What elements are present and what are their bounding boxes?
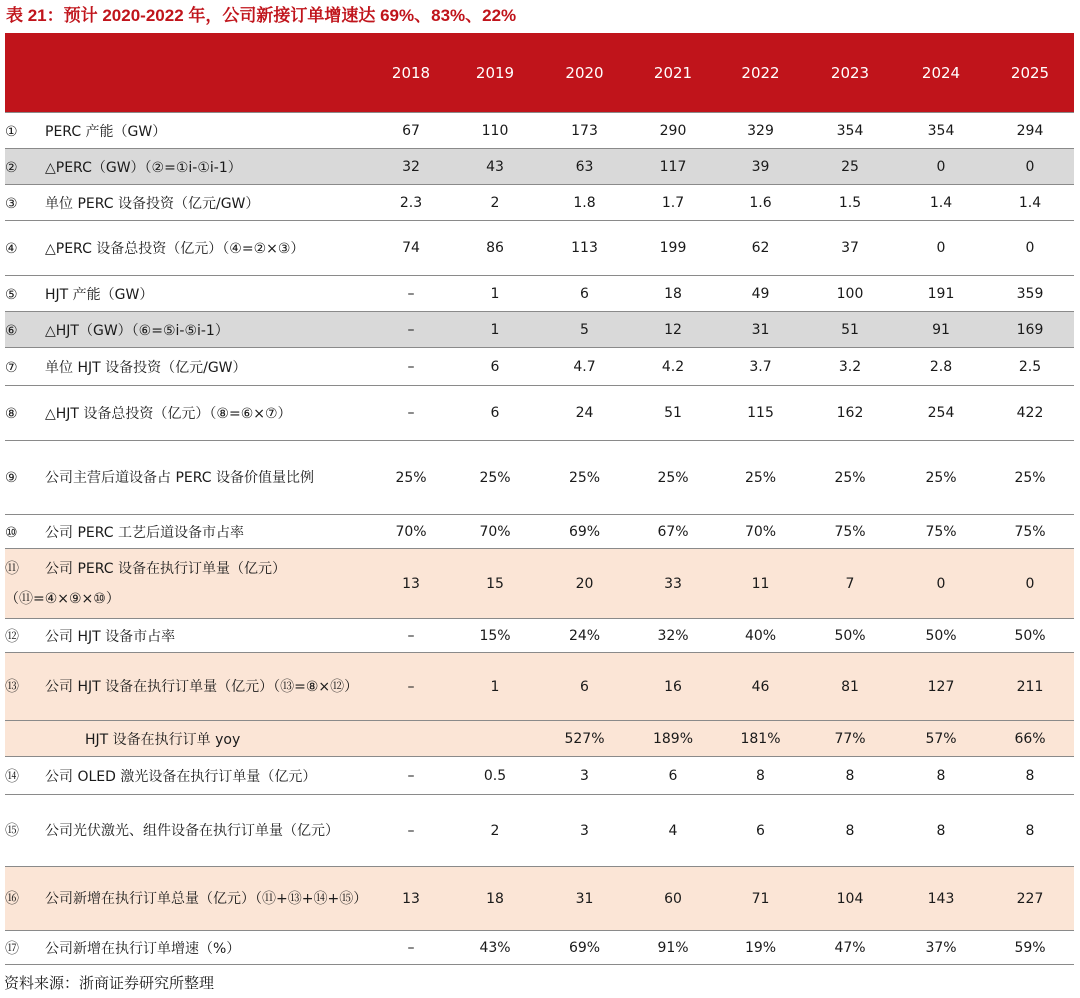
table-cell: 11 bbox=[717, 549, 804, 619]
table-cell: 0 bbox=[986, 549, 1074, 619]
table-cell: 24% bbox=[540, 619, 629, 653]
table-row bbox=[5, 619, 1074, 653]
table-cell: 2 bbox=[450, 795, 540, 867]
row-index: ⑪ bbox=[5, 560, 19, 577]
row-index: ⑬ bbox=[5, 678, 19, 695]
table-cell: 31 bbox=[717, 312, 804, 348]
table-cell: 181% bbox=[717, 721, 804, 757]
table-row bbox=[5, 867, 1074, 931]
table-cell: 25% bbox=[629, 441, 717, 515]
year-header: 2019 bbox=[450, 33, 540, 113]
table-cell: 62 bbox=[717, 221, 804, 276]
table-cell: 66% bbox=[986, 721, 1074, 757]
table-cell: 77% bbox=[804, 721, 896, 757]
table-cell: 13 bbox=[372, 867, 450, 931]
table-cell: 37 bbox=[804, 221, 896, 276]
table-cell: 4.2 bbox=[629, 348, 717, 386]
table-cell: – bbox=[372, 312, 450, 348]
row-label-text: △HJT（GW）（⑥=⑤i-⑤i-1） bbox=[45, 322, 229, 339]
table-row bbox=[5, 549, 1074, 619]
table-cell: 8 bbox=[986, 757, 1074, 795]
table-cell: – bbox=[372, 931, 450, 965]
row-index: ⑤ bbox=[5, 286, 18, 303]
row-label bbox=[5, 653, 372, 721]
table-title: 表 21：预计 2020-2022 年，公司新接订单增速达 69%、83%、22% bbox=[6, 6, 517, 25]
table-cell: 1.6 bbox=[717, 185, 804, 221]
table-cell: 3.7 bbox=[717, 348, 804, 386]
table-cell: 2 bbox=[450, 185, 540, 221]
table-cell: – bbox=[372, 795, 450, 867]
row-index: ① bbox=[5, 123, 18, 140]
table-cell: 6 bbox=[540, 276, 629, 312]
row-label-text: △PERC 设备总投资（亿元）（④=②×③） bbox=[45, 241, 305, 257]
table-cell: 290 bbox=[629, 113, 717, 149]
row-label bbox=[5, 113, 372, 149]
table-cell: – bbox=[372, 348, 450, 386]
row-label bbox=[5, 721, 372, 757]
forecast-table bbox=[5, 33, 1074, 965]
row-label bbox=[5, 312, 372, 348]
table-cell bbox=[372, 721, 450, 757]
table-cell: 1 bbox=[450, 312, 540, 348]
row-index: ⑥ bbox=[5, 322, 18, 339]
table-cell: 25 bbox=[804, 149, 896, 185]
table-cell: 81 bbox=[804, 653, 896, 721]
table-cell: 6 bbox=[629, 757, 717, 795]
table-cell: 57% bbox=[896, 721, 986, 757]
table-cell: 8 bbox=[804, 795, 896, 867]
table-cell: 0.5 bbox=[450, 757, 540, 795]
table-cell: 6 bbox=[717, 795, 804, 867]
table-cell: 169 bbox=[986, 312, 1074, 348]
row-label-text: 公司新增在执行订单增速（%） bbox=[45, 940, 241, 957]
table-cell: 24 bbox=[540, 386, 629, 441]
row-label-text: 公司 HJT 设备在执行订单量（亿元）（⑬=⑧×⑫） bbox=[45, 678, 359, 695]
table-cell: 254 bbox=[896, 386, 986, 441]
row-label-text: PERC 产能（GW） bbox=[45, 123, 167, 140]
table-cell: – bbox=[372, 757, 450, 795]
table-cell: 32% bbox=[629, 619, 717, 653]
table-cell: 0 bbox=[896, 549, 986, 619]
row-index: ② bbox=[5, 159, 18, 176]
table-cell: 4.7 bbox=[540, 348, 629, 386]
table-cell: 39 bbox=[717, 149, 804, 185]
table-cell: 13 bbox=[372, 549, 450, 619]
table-cell: 162 bbox=[804, 386, 896, 441]
table-cell: 8 bbox=[717, 757, 804, 795]
table-cell: 422 bbox=[986, 386, 1074, 441]
table-cell: 46 bbox=[717, 653, 804, 721]
table-row bbox=[5, 149, 1074, 185]
table-cell: 75% bbox=[986, 515, 1074, 549]
table-cell: 91% bbox=[629, 931, 717, 965]
table-cell: 86 bbox=[450, 221, 540, 276]
table-cell: 127 bbox=[896, 653, 986, 721]
table-cell: 20 bbox=[540, 549, 629, 619]
table-cell: 70% bbox=[450, 515, 540, 549]
table-cell: 59% bbox=[986, 931, 1074, 965]
table-row bbox=[5, 348, 1074, 386]
table-cell: 60 bbox=[629, 867, 717, 931]
row-label bbox=[5, 441, 372, 515]
row-label-text: 单位 PERC 设备投资（亿元/GW） bbox=[45, 195, 260, 212]
table-cell: 8 bbox=[896, 757, 986, 795]
row-label-text: 公司主营后道设备占 PERC 设备价值量比例 bbox=[45, 469, 314, 486]
table-cell: 37% bbox=[896, 931, 986, 965]
table-cell: 25% bbox=[986, 441, 1074, 515]
table-row bbox=[5, 185, 1074, 221]
year-header: 2020 bbox=[540, 33, 629, 113]
row-label bbox=[5, 619, 372, 653]
row-label bbox=[5, 549, 372, 619]
table-cell: 70% bbox=[372, 515, 450, 549]
row-label bbox=[5, 931, 372, 965]
year-header: 2018 bbox=[372, 33, 450, 113]
table-cell: 110 bbox=[450, 113, 540, 149]
table-cell: 32 bbox=[372, 149, 450, 185]
table-cell: 50% bbox=[896, 619, 986, 653]
table-cell: 74 bbox=[372, 221, 450, 276]
table-cell: 25% bbox=[804, 441, 896, 515]
table-cell: 15% bbox=[450, 619, 540, 653]
table-cell: 191 bbox=[896, 276, 986, 312]
table-cell: 143 bbox=[896, 867, 986, 931]
table-cell: 3 bbox=[540, 795, 629, 867]
table-cell: 70% bbox=[717, 515, 804, 549]
row-label-text: HJT 产能（GW） bbox=[45, 286, 154, 303]
table-row bbox=[5, 721, 1074, 757]
year-header: 2023 bbox=[804, 33, 896, 113]
table-cell: 1 bbox=[450, 653, 540, 721]
row-index: ⑨ bbox=[5, 469, 18, 486]
table-cell: 8 bbox=[896, 795, 986, 867]
table-cell: 173 bbox=[540, 113, 629, 149]
table-cell: 18 bbox=[450, 867, 540, 931]
table-cell: 1.7 bbox=[629, 185, 717, 221]
table-cell: 69% bbox=[540, 931, 629, 965]
row-label bbox=[5, 867, 372, 931]
year-header: 2024 bbox=[896, 33, 986, 113]
row-label bbox=[5, 515, 372, 549]
table-cell: 189% bbox=[629, 721, 717, 757]
row-label bbox=[5, 386, 372, 441]
row-label bbox=[5, 757, 372, 795]
table-row bbox=[5, 113, 1074, 149]
row-label-text: 公司 OLED 激光设备在执行订单量（亿元） bbox=[45, 768, 317, 785]
table-cell: 75% bbox=[804, 515, 896, 549]
table-cell: 15 bbox=[450, 549, 540, 619]
row-label-text: 公司新增在执行订单总量（亿元）（⑪+⑬+⑭+⑮） bbox=[45, 890, 368, 907]
table-cell: 50% bbox=[804, 619, 896, 653]
table-cell: 69% bbox=[540, 515, 629, 549]
table-cell bbox=[450, 721, 540, 757]
table-cell: 113 bbox=[540, 221, 629, 276]
table-cell: 354 bbox=[804, 113, 896, 149]
row-index: ③ bbox=[5, 195, 18, 212]
table-cell: 0 bbox=[896, 221, 986, 276]
table-cell: 25% bbox=[450, 441, 540, 515]
table-cell: 0 bbox=[896, 149, 986, 185]
table-cell: 25% bbox=[540, 441, 629, 515]
table-row bbox=[5, 515, 1074, 549]
table-row bbox=[5, 931, 1074, 965]
source-note: 资料来源：浙商证券研究所整理 bbox=[4, 974, 215, 992]
table-row bbox=[5, 441, 1074, 515]
row-index: ④ bbox=[5, 241, 18, 257]
header-row bbox=[5, 33, 1074, 113]
table-cell: 18 bbox=[629, 276, 717, 312]
table-cell: 227 bbox=[986, 867, 1074, 931]
table-row bbox=[5, 276, 1074, 312]
table-cell: 115 bbox=[717, 386, 804, 441]
table-cell: 8 bbox=[986, 795, 1074, 867]
table-cell: 25% bbox=[717, 441, 804, 515]
table-cell: 71 bbox=[717, 867, 804, 931]
year-header: 2021 bbox=[629, 33, 717, 113]
row-label bbox=[5, 149, 372, 185]
row-label-text: 公司 PERC 设备在执行订单量（亿元）（⑪=④×⑨×⑩） bbox=[5, 560, 286, 607]
row-label-text: 单位 HJT 设备投资（亿元/GW） bbox=[45, 359, 247, 376]
table-cell: 0 bbox=[986, 221, 1074, 276]
table-cell: 33 bbox=[629, 549, 717, 619]
table-cell: 359 bbox=[986, 276, 1074, 312]
row-label bbox=[5, 221, 372, 276]
table-cell: 51 bbox=[629, 386, 717, 441]
row-label-text: HJT 设备在执行订单 yoy bbox=[85, 731, 241, 748]
table-cell: 1.5 bbox=[804, 185, 896, 221]
table-cell: – bbox=[372, 276, 450, 312]
row-index: ⑩ bbox=[5, 524, 18, 541]
table-cell: 47% bbox=[804, 931, 896, 965]
table-cell: 6 bbox=[450, 348, 540, 386]
row-label-text: △HJT 设备总投资（亿元）（⑧=⑥×⑦） bbox=[45, 406, 292, 422]
table-cell: 40% bbox=[717, 619, 804, 653]
row-label-text: 公司光伏激光、组件设备在执行订单量（亿元） bbox=[45, 822, 339, 839]
row-label bbox=[5, 185, 372, 221]
table-cell: 67 bbox=[372, 113, 450, 149]
table-cell: 19% bbox=[717, 931, 804, 965]
header-corner bbox=[5, 33, 372, 113]
table-cell: 0 bbox=[986, 149, 1074, 185]
table-cell: 527% bbox=[540, 721, 629, 757]
row-index: ⑯ bbox=[5, 890, 19, 907]
table-cell: 31 bbox=[540, 867, 629, 931]
table-cell: 75% bbox=[896, 515, 986, 549]
row-label-text: 公司 HJT 设备市占率 bbox=[45, 628, 176, 645]
table-cell: 354 bbox=[896, 113, 986, 149]
table-cell: 6 bbox=[540, 653, 629, 721]
table-cell: 100 bbox=[804, 276, 896, 312]
table-cell: 1 bbox=[450, 276, 540, 312]
table-row bbox=[5, 653, 1074, 721]
year-header: 2025 bbox=[986, 33, 1074, 113]
table-cell: 199 bbox=[629, 221, 717, 276]
table-cell: – bbox=[372, 619, 450, 653]
table-cell: 91 bbox=[896, 312, 986, 348]
table-cell: 329 bbox=[717, 113, 804, 149]
table-row bbox=[5, 312, 1074, 348]
table-cell: 1.8 bbox=[540, 185, 629, 221]
table-cell: 8 bbox=[804, 757, 896, 795]
table-cell: 1.4 bbox=[896, 185, 986, 221]
row-index: ⑮ bbox=[5, 822, 19, 839]
row-label-text: △PERC（GW）（②=①i-①i-1） bbox=[45, 159, 242, 176]
table-cell: 3 bbox=[540, 757, 629, 795]
table-cell: 294 bbox=[986, 113, 1074, 149]
table-row bbox=[5, 386, 1074, 441]
table-cell: 43 bbox=[450, 149, 540, 185]
table-cell: 25% bbox=[372, 441, 450, 515]
row-index: ⑭ bbox=[5, 768, 19, 785]
table-cell: 117 bbox=[629, 149, 717, 185]
table-cell: 2.5 bbox=[986, 348, 1074, 386]
row-label bbox=[5, 276, 372, 312]
table-row bbox=[5, 757, 1074, 795]
year-header: 2022 bbox=[717, 33, 804, 113]
table-cell: 7 bbox=[804, 549, 896, 619]
table-cell: 49 bbox=[717, 276, 804, 312]
table-cell: 51 bbox=[804, 312, 896, 348]
row-label bbox=[5, 348, 372, 386]
row-label bbox=[5, 795, 372, 867]
table-cell: 16 bbox=[629, 653, 717, 721]
table-cell: 2.3 bbox=[372, 185, 450, 221]
table-cell: 25% bbox=[896, 441, 986, 515]
row-index: ⑫ bbox=[5, 628, 19, 645]
row-label-text: 公司 PERC 工艺后道设备市占率 bbox=[45, 524, 244, 541]
table-cell: – bbox=[372, 653, 450, 721]
table-cell: – bbox=[372, 386, 450, 441]
table-cell: 43% bbox=[450, 931, 540, 965]
table-cell: 2.8 bbox=[896, 348, 986, 386]
table-cell: 5 bbox=[540, 312, 629, 348]
table-cell: 12 bbox=[629, 312, 717, 348]
table-cell: 3.2 bbox=[804, 348, 896, 386]
table-row bbox=[5, 795, 1074, 867]
row-index: ⑧ bbox=[5, 406, 18, 422]
table-cell: 4 bbox=[629, 795, 717, 867]
table-cell: 6 bbox=[450, 386, 540, 441]
row-index: ⑦ bbox=[5, 359, 18, 376]
row-index: ⑰ bbox=[5, 940, 19, 957]
table-cell: 104 bbox=[804, 867, 896, 931]
table-cell: 67% bbox=[629, 515, 717, 549]
table-cell: 50% bbox=[986, 619, 1074, 653]
table-cell: 1.4 bbox=[986, 185, 1074, 221]
table-cell: 63 bbox=[540, 149, 629, 185]
table-cell: 211 bbox=[986, 653, 1074, 721]
table-row bbox=[5, 221, 1074, 276]
